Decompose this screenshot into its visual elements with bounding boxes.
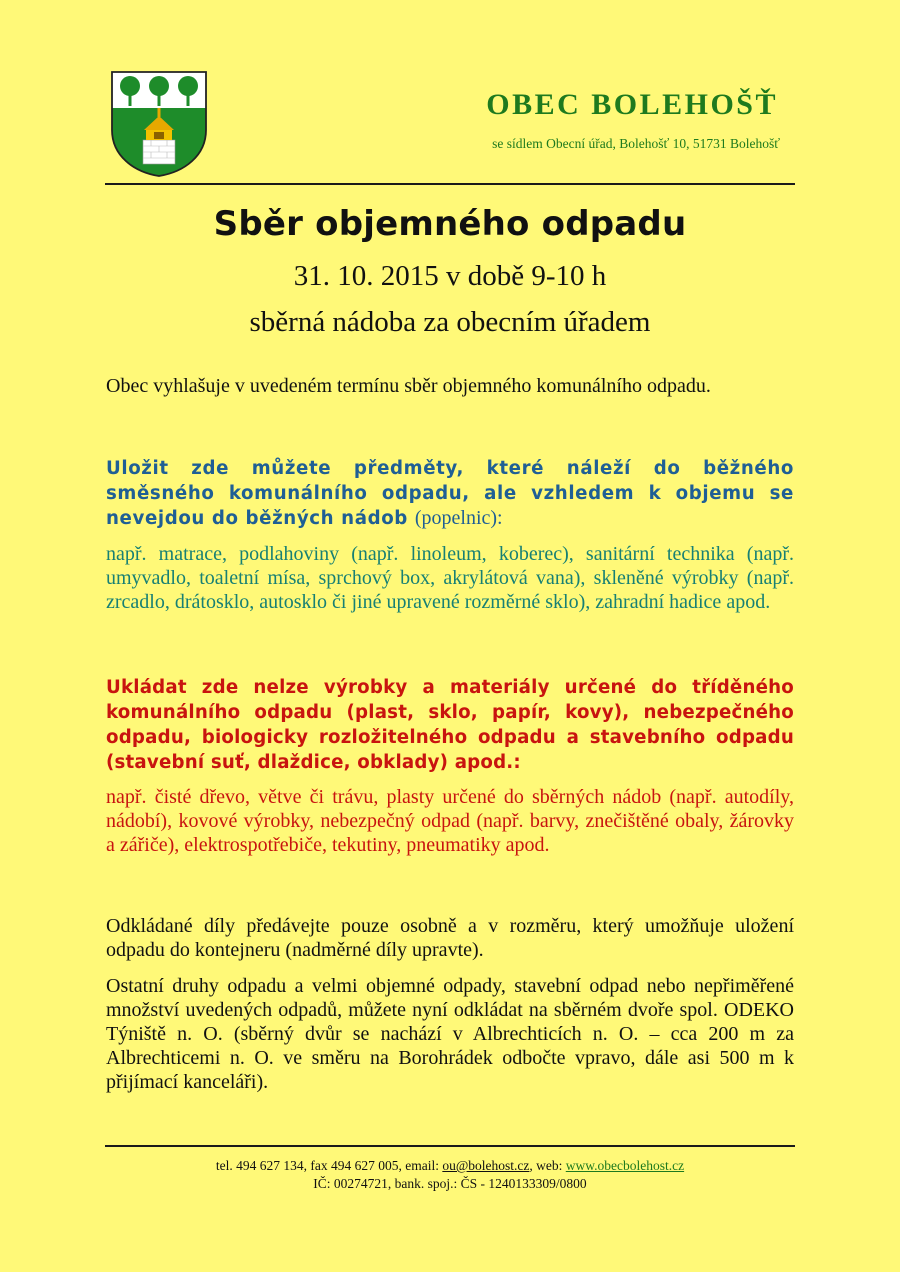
allowed-heading bbox=[106, 456, 794, 531]
intro-paragraph: Obec vyhlašuje v uvedeném termínu sběr objemného komunálního odpadu. bbox=[106, 375, 711, 397]
website-link[interactable]: www.obecbolehost.cz bbox=[565, 1158, 685, 1173]
header-divider bbox=[105, 183, 795, 185]
allowed-heading-tail: (popelnic): bbox=[414, 507, 503, 529]
footer-web-prefix: , web: bbox=[529, 1158, 566, 1173]
footer-divider bbox=[105, 1145, 795, 1147]
other-waste-note: Ostatní druhy odpadu a velmi objemné odpady, stavební odpad nebo nepřiměřené množství uvedených odpadů, můžete nyní odkládat na sběrném dvoře spol. ODEKO Týniště n. O. (sběrný dvůr se nachází v Albrechticích n. O. – cca 200 m za Albrechticemi n. O. ve směru na Borohrádek odbočte vpravo, dále asi 500 m k přijímací kanceláři). bbox=[106, 975, 794, 1093]
page-title: Sběr objemného odpadu bbox=[213, 204, 687, 244]
event-place: sběrná nádoba za obecním úřadem bbox=[249, 306, 651, 338]
denied-examples: např. čisté dřevo, větve či trávu, plasty určené do sběrných nádob (např. autodíly, nádobí), kovové výrobky, nebezpečný odpad (např. barvy, znečištěné obaly, žárovky a zářiče), elektrospotřebiče, tekutiny, pneumatiky apod. bbox=[106, 786, 794, 856]
org-seat: se sídlem Obecní úřad, Bolehošť 10, 51731 Bolehošť bbox=[492, 136, 780, 151]
denied-heading: Ukládat zde nelze výrobky a materiály určené do tříděného komunálního odpadu (plast, sklo, papír, kovy), nebezpečného odpadu, biologicky rozložitelného odpadu a stavebního odpadu (stavební suť, dlaždice, obklady) apod.: bbox=[106, 677, 794, 773]
email-link[interactable]: ou@bolehost.cz bbox=[442, 1158, 530, 1173]
footer-contact-prefix: tel. 494 627 134, fax 494 627 005, email: bbox=[215, 1158, 443, 1173]
org-name: OBEC BOLEHOŠŤ bbox=[486, 88, 778, 121]
footer-contact bbox=[105, 1158, 795, 1174]
coat-of-arms-icon bbox=[110, 70, 208, 178]
dimensions-note: Odkládané díly předávejte pouze osobně a v rozměru, který umožňuje uložení odpadu do kontejneru (nadměrné díly upravte). bbox=[106, 915, 794, 961]
allowed-heading-bold: Uložit zde můžete předměty, které náleží do běžného směsného komunálního odpadu, ale vzhledem k objemu se nevejdou do běžných nádob bbox=[106, 458, 794, 529]
allowed-examples: např. matrace, podlahoviny (např. linoleum, koberec), sanitární technika (např. umyvadlo, toaletní mísa, sprchový box, akrylátová vana), skleněné výrobky (např. zrcadlo, drátosklo, autosklo či jiné upravené rozměrné sklo), zahradní hadice apod. bbox=[106, 543, 794, 613]
footer-ids: IČ: 00274721, bank. spoj.: ČS - 1240133309/0800 bbox=[313, 1176, 587, 1191]
event-date: 31. 10. 2015 v době 9-10 h bbox=[293, 260, 607, 292]
